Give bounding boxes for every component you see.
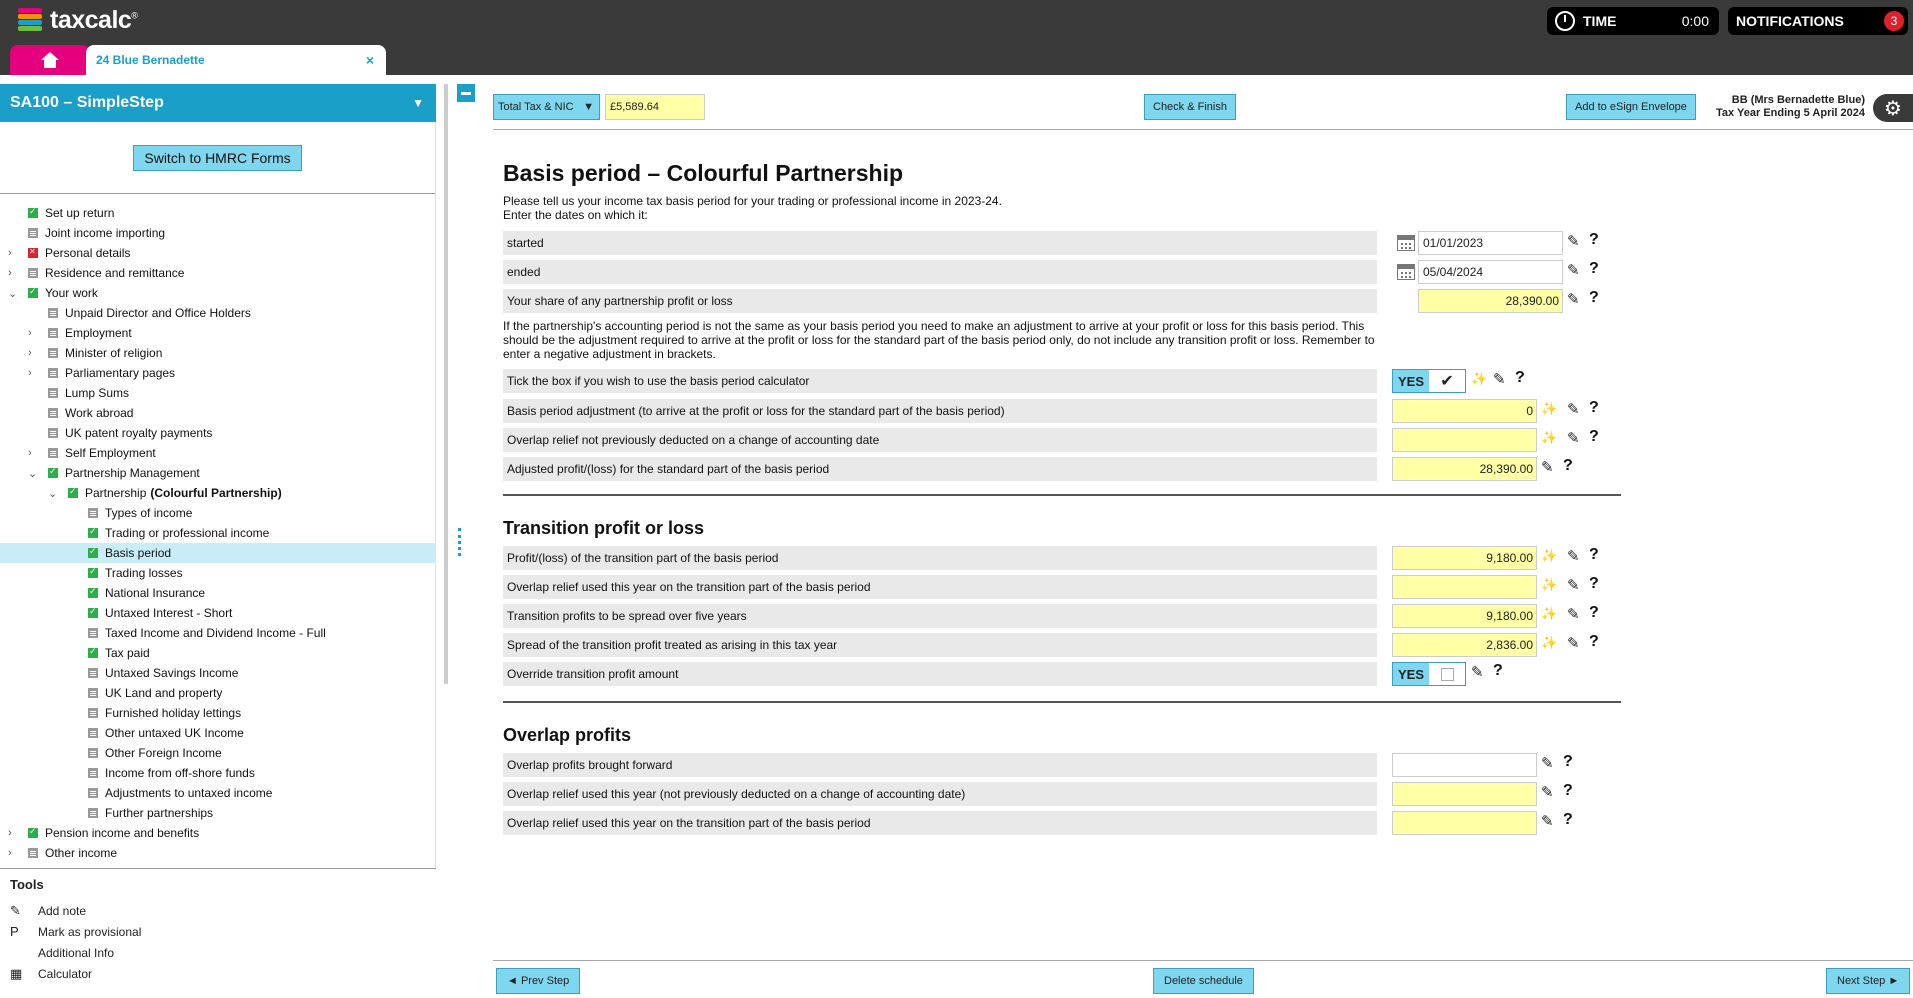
- sidebar-item-label: [45, 246, 130, 260]
- sidebar-item[interactable]: [0, 663, 436, 683]
- pencil-icon[interactable]: ✎: [1541, 755, 1554, 772]
- sidebar-item-label: [105, 626, 326, 640]
- sidebar-item-suffix: (Colourful Partnership): [150, 486, 282, 500]
- wand-icon[interactable]: ✨: [1471, 371, 1488, 386]
- switch-to-hmrc-forms-button[interactable]: Switch to HMRC Forms: [133, 145, 301, 171]
- logo-text: taxcalc®: [50, 5, 138, 34]
- expand-chevron-icon[interactable]: ›: [28, 447, 32, 459]
- sidebar-item-label: [105, 606, 232, 620]
- dropdown-arrow-icon: ▼: [583, 101, 594, 113]
- complete-check-icon: [28, 208, 38, 218]
- sidebar-item-text: Income from off-shore funds: [105, 766, 255, 780]
- checkmark-icon: ✔: [1440, 373, 1454, 390]
- complete-check-icon: [88, 528, 98, 538]
- expand-chevron-icon[interactable]: ›: [28, 367, 32, 379]
- check-and-finish-button[interactable]: Check & Finish: [1144, 94, 1236, 120]
- sidebar-item[interactable]: [0, 683, 436, 703]
- transition-arising-label: Spread of the transition profit treated as arising in this tax year: [503, 633, 1377, 657]
- sidebar-item-text: Joint income importing: [45, 226, 166, 240]
- overlap-prev-input[interactable]: [1392, 428, 1537, 452]
- document-icon: [28, 228, 38, 238]
- yes-label: YES: [1393, 370, 1429, 392]
- pencil-icon[interactable]: ✎: [1567, 577, 1580, 594]
- sidebar-item[interactable]: [0, 483, 436, 503]
- tool-item[interactable]: [0, 921, 436, 942]
- sidebar-item-text: Basis period: [105, 546, 172, 560]
- sidebar-item-text: Unpaid Director and Office Holders: [65, 306, 251, 320]
- document-icon: [88, 808, 98, 818]
- pencil-icon: ✎: [10, 902, 21, 918]
- calculator-label: Tick the box if you wish to use the basis period calculator: [503, 369, 1377, 393]
- share-row: [503, 289, 1603, 313]
- page-title: Basis period – Colourful Partnership: [503, 160, 904, 186]
- complete-check-icon: [28, 288, 38, 298]
- help-icon[interactable]: ?: [1563, 782, 1573, 799]
- sidebar-item[interactable]: [0, 303, 436, 323]
- sidebar-item-text: Your work: [45, 286, 98, 300]
- sidebar-item-text: Residence and remittance: [45, 266, 185, 280]
- sidebar-item-text: Work abroad: [65, 406, 134, 420]
- complete-check-icon: [88, 608, 98, 618]
- sidebar-item[interactable]: [0, 643, 436, 663]
- section-divider: [503, 701, 1621, 703]
- sidebar-item[interactable]: [0, 223, 436, 243]
- document-icon: [48, 448, 58, 458]
- overlap-transition-row: [503, 811, 1603, 835]
- help-icon[interactable]: ?: [1589, 289, 1599, 306]
- sidebar-item-label: [105, 706, 241, 720]
- pencil-icon[interactable]: ✎: [1567, 606, 1580, 623]
- sidebar-item[interactable]: [0, 523, 436, 543]
- document-icon: [88, 688, 98, 698]
- document-icon: [48, 368, 58, 378]
- pencil-icon[interactable]: ✎: [1541, 459, 1554, 476]
- sidebar-item-text: Untaxed Interest - Short: [105, 606, 233, 620]
- pencil-icon[interactable]: ✎: [1541, 813, 1554, 830]
- adjustment-input[interactable]: 0: [1392, 399, 1537, 423]
- navigation-tree: [0, 203, 436, 868]
- tool-label: Mark as provisional: [38, 924, 142, 939]
- tools-title: Tools: [10, 877, 44, 892]
- pencil-icon[interactable]: ✎: [1471, 664, 1484, 681]
- sidebar-header[interactable]: [0, 84, 436, 122]
- section-divider: [503, 494, 1621, 496]
- sidebar-item[interactable]: [0, 823, 436, 843]
- wand-icon[interactable]: ✨: [1541, 430, 1558, 445]
- document-icon: [88, 768, 98, 778]
- overlap-used-row: [503, 782, 1603, 806]
- next-step-button[interactable]: Next Step ►: [1826, 968, 1910, 994]
- complete-check-icon: [68, 488, 78, 498]
- pencil-icon[interactable]: ✎: [1567, 262, 1580, 279]
- wand-icon[interactable]: ✨: [1541, 401, 1558, 416]
- switch-area: [0, 122, 435, 194]
- started-row: [503, 231, 1603, 255]
- sidebar-item-label: [45, 266, 184, 280]
- sidebar-item-text: Other income: [45, 846, 118, 860]
- calendar-icon[interactable]: [1397, 264, 1415, 280]
- document-icon: [48, 428, 58, 438]
- clock-icon: [1555, 11, 1575, 31]
- expand-chevron-icon[interactable]: ›: [28, 327, 32, 339]
- tool-label: Additional Info: [38, 945, 115, 960]
- collapse-chevron-icon[interactable]: ⌄: [48, 487, 58, 500]
- sidebar-item-text: Further partnerships: [105, 806, 214, 820]
- sidebar-item-label: [105, 586, 205, 600]
- sidebar-item-label: [105, 686, 222, 700]
- transition-overlap-row: [503, 575, 1603, 599]
- sidebar-item[interactable]: [0, 603, 436, 623]
- prev-step-button[interactable]: ◄ Prev Step: [496, 968, 580, 994]
- ended-date-input[interactable]: 05/04/2024: [1418, 260, 1563, 284]
- form-toolbar: [493, 94, 1913, 130]
- sidebar-item-text: Untaxed Savings Income: [105, 666, 239, 680]
- empty-checkbox: [1429, 663, 1465, 685]
- sidebar-item-label: [65, 326, 132, 340]
- help-icon[interactable]: ?: [1563, 811, 1573, 828]
- pencil-icon[interactable]: ✎: [1567, 233, 1580, 250]
- pencil-icon[interactable]: ✎: [1567, 401, 1580, 418]
- complete-check-icon: [88, 588, 98, 598]
- tool-item[interactable]: [0, 963, 436, 984]
- sidebar-item-text: Types of income: [105, 506, 193, 520]
- help-icon[interactable]: ?: [1589, 604, 1599, 621]
- adjustment-row: [503, 399, 1603, 423]
- top-bar: [0, 0, 1913, 75]
- sidebar-item-label: [65, 426, 212, 440]
- sidebar-item[interactable]: [0, 443, 436, 463]
- toolbar-divider: [493, 129, 1913, 130]
- document-icon: [88, 668, 98, 678]
- document-icon: [48, 308, 58, 318]
- delete-schedule-button[interactable]: Delete schedule: [1153, 968, 1254, 994]
- sidebar-item[interactable]: [0, 243, 436, 263]
- tool-item[interactable]: [0, 900, 436, 921]
- overlap-used-input[interactable]: [1392, 782, 1537, 806]
- collapse-chevron-icon[interactable]: ⌄: [28, 467, 38, 480]
- overlap-transition-input[interactable]: [1392, 811, 1537, 835]
- transition-profit-row: [503, 546, 1603, 570]
- sidebar-item[interactable]: [0, 563, 436, 583]
- overlap-prev-label: Overlap relief not previously deducted on a change of accounting date: [503, 428, 1377, 452]
- document-icon: [48, 328, 58, 338]
- splitter-handle[interactable]: [458, 528, 461, 556]
- transition-title: Transition profit or loss: [503, 518, 705, 538]
- caret-down-icon[interactable]: ▼: [412, 96, 424, 110]
- sidebar-item[interactable]: [0, 383, 436, 403]
- help-icon[interactable]: ?: [1589, 399, 1599, 416]
- sidebar-title: SA100 – SimpleStep: [10, 94, 164, 111]
- help-icon[interactable]: ?: [1589, 575, 1599, 592]
- tax-year: Tax Year Ending 5 April 2024: [1716, 107, 1865, 119]
- override-checkbox[interactable]: [1392, 662, 1466, 686]
- overlap-bf-label: Overlap profits brought forward: [503, 753, 1377, 777]
- help-icon[interactable]: ?: [1515, 369, 1525, 386]
- expand-chevron-icon[interactable]: ›: [8, 847, 12, 859]
- sidebar-item[interactable]: [0, 503, 436, 523]
- transition-spread-row: [503, 604, 1603, 628]
- document-icon: [88, 508, 98, 518]
- sidebar-item-text: Minister of religion: [65, 346, 163, 360]
- sidebar-item-label: [65, 366, 175, 380]
- sidebar-item-label: [45, 826, 199, 840]
- sidebar-item-label: [105, 766, 255, 780]
- sidebar-item[interactable]: [0, 403, 436, 423]
- started-date-input[interactable]: 01/01/2023: [1418, 231, 1563, 255]
- sidebar-item[interactable]: [0, 323, 436, 343]
- notifications-button[interactable]: [1728, 7, 1908, 35]
- adjustment-label: Basis period adjustment (to arrive at the profit or loss for the standard part of the basis period): [503, 399, 1377, 423]
- sidebar-item-label: [105, 526, 269, 540]
- complete-check-icon: [88, 648, 98, 658]
- expand-chevron-icon[interactable]: ›: [8, 267, 12, 279]
- overlap-bf-input[interactable]: [1392, 753, 1537, 777]
- wand-icon[interactable]: ✨: [1541, 577, 1558, 592]
- transition-arising-input[interactable]: 2,836.00: [1392, 633, 1537, 657]
- document-icon: [48, 348, 58, 358]
- ended-label: ended: [503, 260, 1377, 284]
- sidebar-item-label: [105, 666, 238, 680]
- pencil-icon[interactable]: ✎: [1567, 430, 1580, 447]
- sidebar-item-text: Self Employment: [65, 446, 156, 460]
- sidebar-item-text: National Insurance: [105, 586, 206, 600]
- transition-overlap-input[interactable]: [1392, 575, 1537, 599]
- sidebar-item-label: [45, 226, 165, 240]
- sidebar-item-label: [65, 406, 133, 420]
- add-to-esign-envelope-button[interactable]: Add to eSign Envelope: [1566, 94, 1696, 120]
- document-icon: [48, 388, 58, 398]
- collapse-chevron-icon[interactable]: ⌄: [8, 287, 18, 300]
- help-icon[interactable]: ?: [1589, 546, 1599, 563]
- client-info: [1716, 94, 1865, 120]
- tool-label: Calculator: [38, 966, 93, 981]
- transition-profit-label: Profit/(loss) of the transition part of the basis period: [503, 546, 1377, 570]
- sidebar-item[interactable]: [0, 723, 436, 743]
- sidebar-item-label: [45, 846, 117, 860]
- help-icon[interactable]: ?: [1589, 633, 1599, 650]
- document-icon: [88, 708, 98, 718]
- sidebar-item-text: Parliamentary pages: [65, 366, 176, 380]
- client-tab-label: 24 Blue Bernadette: [96, 53, 205, 67]
- help-icon[interactable]: ?: [1589, 260, 1599, 277]
- complete-check-icon: [28, 828, 38, 838]
- document-icon: [28, 848, 38, 858]
- sidebar-item-text: Lump Sums: [65, 386, 130, 400]
- document-icon: [88, 788, 98, 798]
- home-tab[interactable]: [10, 45, 90, 75]
- sidebar-item[interactable]: [0, 343, 436, 363]
- sidebar-item[interactable]: [0, 803, 436, 823]
- document-icon: [48, 408, 58, 418]
- sidebar-item-text: Pension income and benefits: [45, 826, 200, 840]
- pencil-icon[interactable]: ✎: [1567, 291, 1580, 308]
- sidebar-item-label: [65, 306, 251, 320]
- expand-chevron-icon[interactable]: ›: [28, 347, 32, 359]
- sidebar-item-label: [65, 466, 200, 480]
- tool-item[interactable]: [0, 942, 436, 963]
- sidebar-item-label: [105, 806, 213, 820]
- transition-spread-label: Transition profits to be spread over five years: [503, 604, 1377, 628]
- sidebar: [0, 84, 436, 998]
- sidebar-item-label: [105, 546, 171, 560]
- total-tax-value: £5,589.64: [605, 94, 705, 120]
- pencil-icon[interactable]: ✎: [1493, 371, 1506, 388]
- adjusted-row: [503, 457, 1603, 481]
- transition-profit-input[interactable]: 9,180.00: [1392, 546, 1537, 570]
- document-icon: [88, 628, 98, 638]
- override-label: Override transition profit amount: [503, 662, 1377, 686]
- sidebar-item-text: Trading or professional income: [105, 526, 270, 540]
- sidebar-item[interactable]: [0, 423, 436, 443]
- sidebar-item-label: [105, 566, 183, 580]
- transition-overlap-label: Overlap relief used this year on the transition part of the basis period: [503, 575, 1377, 599]
- document-icon: [88, 728, 98, 738]
- time-value: 0:00: [1681, 13, 1709, 29]
- transition-spread-input[interactable]: 9,180.00: [1392, 604, 1537, 628]
- ended-row: [503, 260, 1603, 284]
- gear-icon[interactable]: ⚙: [1873, 94, 1913, 122]
- transition-arising-row: [503, 633, 1603, 657]
- sidebar-item[interactable]: [0, 463, 436, 483]
- sidebar-item-text: Employment: [65, 326, 132, 340]
- wand-icon[interactable]: ✨: [1541, 548, 1558, 563]
- footer-divider: [493, 960, 1913, 961]
- collapse-sidebar-button[interactable]: [457, 84, 475, 102]
- yes-label: YES: [1393, 663, 1429, 685]
- sidebar-scrollbar[interactable]: [444, 84, 448, 684]
- document-icon: [28, 268, 38, 278]
- close-tab-icon[interactable]: ×: [365, 52, 374, 68]
- sidebar-item[interactable]: [0, 623, 436, 643]
- overlap-prev-row: [503, 428, 1603, 452]
- client-name: BB (Mrs Bernadette Blue): [1731, 94, 1865, 106]
- provisional-icon: P: [10, 924, 19, 939]
- adjustment-note: If the partnership's accounting period is not the same as your basis period you need to make an adjustment to arrive at your profit or loss for this basis period. This should be the adjustment required to arrive at the profit or loss for the standard part of the basis period only, do not include any transition profit or loss. Remember to enter a negative adjustment in brackets.: [503, 319, 1375, 361]
- sidebar-item-label: [65, 346, 162, 360]
- complete-check-icon: [88, 568, 98, 578]
- sidebar-item-label: [45, 286, 98, 300]
- sidebar-item[interactable]: [0, 283, 436, 303]
- expand-chevron-icon[interactable]: ›: [8, 827, 12, 839]
- sidebar-item-text: Partnership: [85, 486, 147, 500]
- client-tab[interactable]: [86, 45, 386, 75]
- complete-check-icon: [88, 548, 98, 558]
- overlap-title: Overlap profits: [503, 725, 632, 745]
- calculator-row: [503, 369, 1603, 393]
- sidebar-item[interactable]: [0, 363, 436, 383]
- sidebar-item-text: Trading losses: [105, 566, 183, 580]
- sidebar-item-text: Adjustments to untaxed income: [105, 786, 273, 800]
- error-icon: [28, 248, 38, 258]
- intro-line-1: Please tell us your income tax basis period for your trading or professional income in 2023-24.: [503, 194, 1002, 208]
- tools-panel: [0, 868, 436, 998]
- adjusted-input[interactable]: 28,390.00: [1392, 457, 1537, 481]
- sidebar-item-label: [105, 506, 192, 520]
- share-input[interactable]: 28,390.00: [1418, 289, 1563, 313]
- started-label: started: [503, 231, 1377, 255]
- sidebar-item[interactable]: [0, 263, 436, 283]
- pencil-icon[interactable]: ✎: [1567, 635, 1580, 652]
- use-calculator-checkbox[interactable]: [1392, 369, 1466, 393]
- help-icon[interactable]: ?: [1493, 662, 1503, 679]
- override-row: [503, 662, 1603, 686]
- pencil-icon[interactable]: ✎: [1541, 784, 1554, 801]
- sidebar-item-text: Other Foreign Income: [105, 746, 222, 760]
- overlap-bf-row: [503, 753, 1603, 777]
- sidebar-item[interactable]: [0, 203, 436, 223]
- intro-line-2: Enter the dates on which it:: [503, 208, 648, 222]
- sidebar-item-text: UK patent royalty payments: [65, 426, 213, 440]
- sidebar-item[interactable]: [0, 843, 436, 863]
- sidebar-item-text: Personal details: [45, 246, 131, 260]
- home-icon: [41, 52, 59, 68]
- sidebar-item-text: Set up return: [45, 206, 115, 220]
- sidebar-item-text: Tax paid: [105, 646, 150, 660]
- sidebar-item-label: [45, 206, 114, 220]
- sidebar-item-label: [105, 646, 150, 660]
- sidebar-item-text: Other untaxed UK Income: [105, 726, 244, 740]
- total-tax-dropdown[interactable]: [493, 94, 600, 120]
- sidebar-item-text: Furnished holiday lettings: [105, 706, 242, 720]
- sidebar-item-text: Taxed Income and Dividend Income - Full: [105, 626, 326, 640]
- calculator-icon: ▦: [10, 965, 23, 981]
- notifications-count-badge: 3: [1884, 11, 1904, 31]
- document-icon: [88, 748, 98, 758]
- wand-icon[interactable]: ✨: [1541, 606, 1558, 621]
- overlap-transition-label: Overlap relief used this year on the transition part of the basis period: [503, 811, 1377, 835]
- sidebar-item[interactable]: [0, 743, 436, 763]
- help-icon[interactable]: ?: [1589, 231, 1599, 248]
- overlap-used-label: Overlap relief used this year (not previously deducted on a change of accounting date): [503, 782, 1377, 806]
- sidebar-item[interactable]: [0, 763, 436, 783]
- sidebar-item-label: [85, 486, 282, 500]
- calendar-icon[interactable]: [1397, 235, 1415, 251]
- sidebar-item[interactable]: [0, 543, 436, 563]
- time-tracker[interactable]: [1547, 7, 1719, 35]
- tool-label: Add note: [38, 903, 87, 918]
- expand-chevron-icon[interactable]: ›: [8, 247, 12, 259]
- sidebar-item-label: [105, 746, 222, 760]
- logo-stack-icon: [16, 6, 44, 34]
- dropdown-value: Total Tax & NIC: [498, 101, 574, 113]
- sidebar-item-label: [105, 726, 244, 740]
- sidebar-item[interactable]: [0, 703, 436, 723]
- sidebar-item[interactable]: [0, 583, 436, 603]
- help-icon[interactable]: ?: [1563, 457, 1573, 474]
- share-label: Your share of any partnership profit or loss: [503, 289, 1377, 313]
- sidebar-item-text: Partnership Management: [65, 466, 200, 480]
- time-label: TIME: [1583, 13, 1617, 29]
- notifications-label: NOTIFICATIONS: [1736, 13, 1844, 29]
- help-icon[interactable]: ?: [1589, 428, 1599, 445]
- sidebar-item[interactable]: [0, 783, 436, 803]
- sidebar-item-label: [65, 446, 156, 460]
- sidebar-item-label: [105, 786, 272, 800]
- sidebar-item-text: UK Land and property: [105, 686, 223, 700]
- taxcalc-logo: [16, 2, 137, 38]
- adjusted-label: Adjusted profit/(loss) for the standard part of the basis period: [503, 457, 1377, 481]
- pencil-icon[interactable]: ✎: [1567, 548, 1580, 565]
- help-icon[interactable]: ?: [1563, 753, 1573, 770]
- sidebar-item-label: [65, 386, 129, 400]
- wand-icon[interactable]: ✨: [1541, 635, 1558, 650]
- complete-check-icon: [48, 468, 58, 478]
